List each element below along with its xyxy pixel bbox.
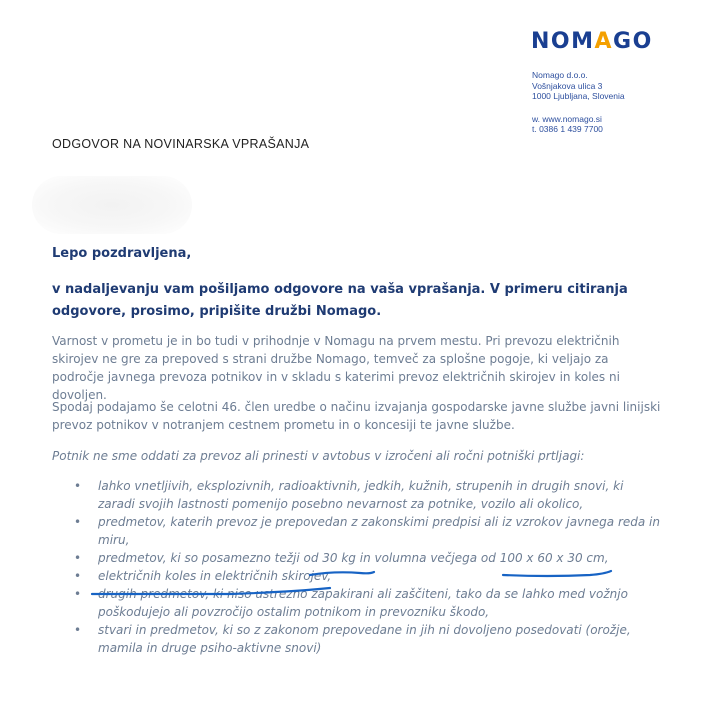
list-item-text: drugih predmetov, ki niso ustrezno zapakirani ali zaščiteni, tako da se lahko med vožnjo poškodujejo ali povzročijo ostalim potnikom in prevozniku škodo, <box>98 587 628 619</box>
list-item-text: električnih koles in električnih skirojev, <box>98 569 332 583</box>
bullet: • <box>74 623 82 637</box>
redacted-recipient-block <box>32 176 192 234</box>
lead-paragraph: v nadaljevanju vam pošiljamo odgovore na vaša vprašanja. V primeru citiranja odgovore, prosimo, pripišite družbi Nomago. <box>52 282 628 319</box>
paragraph-safety: Varnost v prometu je in bo tudi v prihodnje v Nomagu na prvem mestu. Pri prevozu električnih skirojev ne gre za prepoved s strani družbe Nomago, temveč za splošne pogoje, ki veljajo za področje javnega prevoza potnikov in v skladu s katerimi prevoz električnih skirojev in koles ni dovoljen. <box>52 334 620 402</box>
company-city: 1000 Ljubljana, Slovenia <box>532 91 625 101</box>
list-item-text: predmetov, ki so posamezno težji od 30 kg in volumna večjega od 100 x 60 x 30 cm, <box>98 551 609 565</box>
bullet: • <box>74 515 82 529</box>
list-item <box>74 513 660 549</box>
list-item <box>74 549 660 567</box>
list-item <box>74 621 660 657</box>
logo-text-prefix: NOM <box>531 29 595 54</box>
list-item <box>74 585 660 621</box>
list-item-text: lahko vnetljivih, eksplozivnih, radioaktivnih, jedkih, kužnih, strupenih in drugih snovi, ki zaradi svojih lastnosti pomenijo posebno nevarnost za potnike, vozilo ali okolico, <box>98 479 624 511</box>
list-item <box>74 477 660 513</box>
logo-text-suffix: GO <box>613 29 653 54</box>
company-address-block <box>532 70 625 135</box>
company-web: w. www.nomago.si <box>532 113 602 124</box>
company-name: Nomago d.o.o. <box>532 70 588 80</box>
greeting: Lepo pozdravljena, <box>52 246 192 261</box>
logo-text-accent: A <box>594 29 614 54</box>
company-street: Vošnjakova ulica 3 <box>532 80 603 91</box>
bullet: • <box>74 551 82 565</box>
nomago-logo <box>531 29 653 54</box>
rules-intro: Potnik ne sme oddati za prevoz ali prinesti v avtobus v izročeni ali ročni potniški prtljagi: <box>52 449 585 463</box>
list-item-text: stvari in predmetov, ki so z zakonom prepovedane in jih ni dovoljeno posedovati (orožje, mamila in druge psiho-aktivne snovi) <box>98 623 631 655</box>
document-heading: ODGOVOR NA NOVINARSKA VPRAŠANJA <box>52 137 310 151</box>
bullet: • <box>74 479 82 493</box>
bullet: • <box>74 569 82 583</box>
bullet: • <box>74 587 82 601</box>
company-phone: t. 0386 1 439 7700 <box>532 124 603 134</box>
list-item <box>74 567 660 585</box>
prohibited-items-list <box>74 477 660 657</box>
paragraph-regulation: Spodaj podajamo še celotni 46. člen uredbe o načinu izvajanja gospodarske javne službe javni linijski prevoz potnikov v notranjem cestnem prometu in o koncesiji te javne službe. <box>52 400 661 432</box>
list-item-text: predmetov, katerih prevoz je prepovedan z zakonskimi predpisi ali iz vzrokov javnega reda in miru, <box>98 515 660 547</box>
